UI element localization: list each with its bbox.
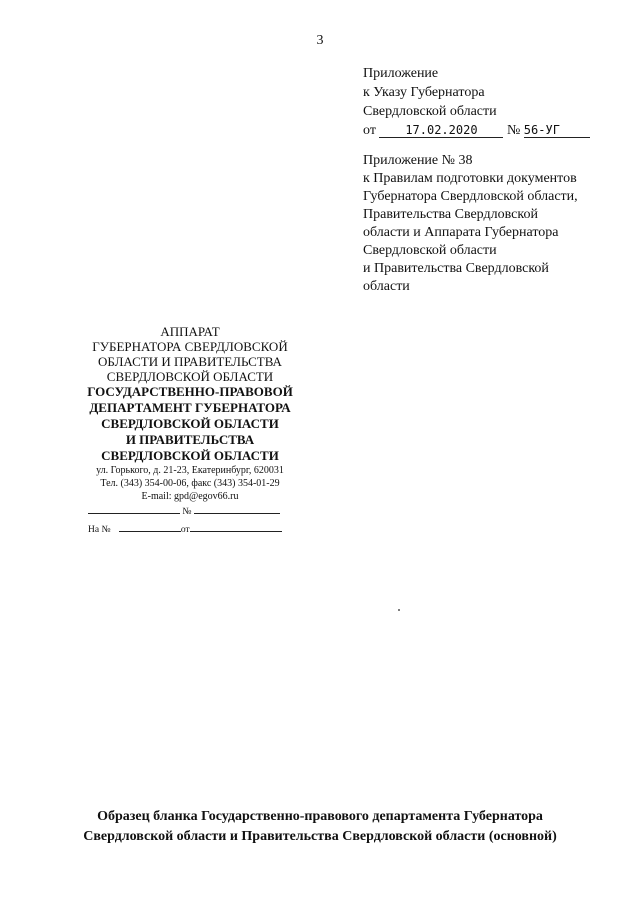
letterhead-dept-line: СВЕРДЛОВСКОЙ ОБЛАСТИ (101, 416, 279, 431)
registration-number-sign: № (182, 507, 192, 517)
date-prefix: от (363, 123, 376, 138)
letterhead-organization (78, 324, 302, 384)
decree-date-number-line (363, 121, 590, 140)
rules-appendix-line: области и Аппарата Губернатора (363, 225, 559, 240)
reply-to-label: На № (88, 525, 111, 535)
letterhead-dept-line: ГОСУДАРСТВЕННО-ПРАВОВОЙ (87, 384, 293, 399)
rules-appendix-line: Приложение № 38 (363, 153, 473, 168)
decree-number: 56-УГ (524, 123, 590, 138)
rules-appendix-line: и Правительства Свердловской (363, 261, 549, 276)
decree-appendix-line: Свердловской области (363, 104, 497, 119)
letterhead-dept-line: ДЕПАРТАМЕНТ ГУБЕРНАТОРА (89, 400, 291, 415)
letterhead-dept-line: СВЕРДЛОВСКОЙ ОБЛАСТИ (101, 448, 279, 463)
rules-appendix-line: Губернатора Свердловской области, (363, 189, 578, 204)
letterhead-address: ул. Горького, д. 21-23, Екатеринбург, 620031 (96, 465, 284, 476)
letterhead-org-line: ГУБЕРНАТОРА СВЕРДЛОВСКОЙ (92, 339, 288, 354)
letterhead-department (78, 384, 302, 464)
document-caption (0, 807, 640, 847)
rules-appendix-line: Правительства Свердловской (363, 207, 538, 222)
registration-number-blank (194, 504, 280, 514)
reply-reference-line (88, 522, 282, 535)
decree-appendix-block (363, 64, 590, 140)
letterhead-email: E-mail: gpd@egov66.ru (141, 491, 239, 502)
rules-appendix-line: области (363, 279, 410, 294)
scan-speck (398, 609, 400, 611)
decree-appendix-line: Приложение (363, 66, 439, 81)
letterhead-phone: Тел. (343) 354-00-06, факс (343) 354-01-29 (100, 478, 280, 489)
caption-line: Свердловской области и Правительства Свердловской области (основной) (83, 829, 557, 844)
letterhead-org-line: АППАРАТ (160, 324, 220, 339)
reply-date-blank (190, 522, 282, 532)
rules-appendix-line: Свердловской области (363, 243, 497, 258)
letterhead-dept-line: И ПРАВИТЕЛЬСТВА (125, 432, 255, 447)
page-number: 3 (316, 33, 324, 48)
number-prefix: № (506, 123, 521, 138)
rules-appendix-line: к Правилам подготовки документов (363, 171, 577, 186)
reply-number-blank (119, 522, 181, 532)
letterhead-contacts (78, 464, 302, 503)
letterhead-org-line: СВЕРДЛОВСКОЙ ОБЛАСТИ (106, 369, 274, 384)
decree-appendix-line: к Указу Губернатора (363, 85, 485, 100)
letterhead-org-line: ОБЛАСТИ И ПРАВИТЕЛЬСТВА (98, 354, 282, 369)
letterhead (78, 324, 302, 503)
rules-appendix-block (363, 152, 578, 296)
registration-date-blank (88, 504, 180, 514)
decree-date: 17.02.2020 (379, 123, 503, 138)
caption-line: Образец бланка Государственно-правового департамента Губернатора (97, 809, 543, 824)
reply-from-label: от (180, 525, 190, 535)
registration-number-line (88, 504, 280, 517)
